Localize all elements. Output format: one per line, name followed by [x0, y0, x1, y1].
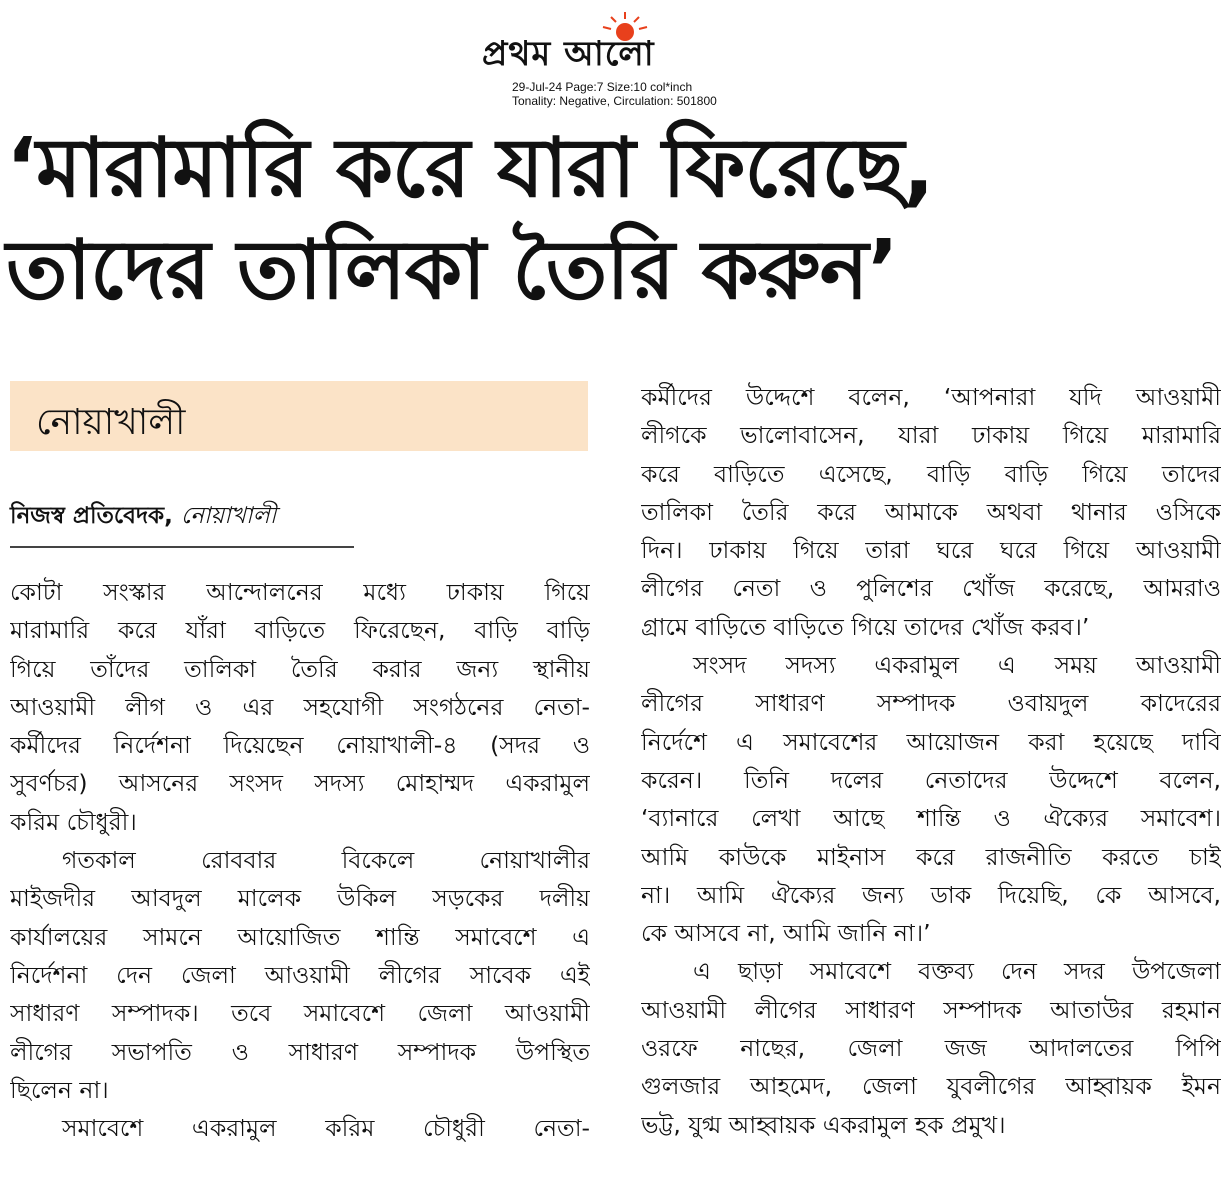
text-line: মাইজদীর আবদুল মালেক উকিল সড়কের দলীয়	[10, 884, 590, 913]
text-line: এ ছাড়া সমাবেশে বক্তব্য দেন সদর উপজেলা	[693, 957, 1221, 986]
headline-line-2: তাদের তালিকা তৈরি করুন’	[6, 223, 898, 318]
text-line: ওরফে নাছের, জেলা জজ আদালতের পিপি	[641, 1034, 1221, 1063]
text-line: লীগের সভাপতি ও সাধারণ সম্পাদক উপস্থিত	[10, 1037, 590, 1066]
dateline-label: নোয়াখালী	[36, 402, 186, 443]
text-line: সাধারণ সম্পাদক। তবে সমাবেশে জেলা আওয়ামী	[10, 999, 590, 1028]
masthead	[0, 4, 1226, 108]
headline	[6, 118, 1221, 322]
text-line: লীগকে ভালোবাসেন, যারা ঢাকায় গিয়ে মারামারি	[641, 421, 1221, 450]
text-line: ছিলেন না।	[10, 1075, 109, 1104]
text-line: কর্মীদের উদ্দেশে বলেন, ‘আপনারা যদি আওয়ামী	[641, 383, 1221, 411]
text-line: আমি কাউকে মাইনাস করে রাজনীতি করতে চাই	[641, 842, 1221, 871]
clipping-meta	[512, 80, 717, 108]
meta-line-2: Tonality: Negative, Circulation: 501800	[512, 94, 717, 108]
text-line: গ্রামে বাড়িতে বাড়িতে গিয়ে তাদের খোঁজ করব।’	[641, 612, 1090, 641]
text-line: কার্যালয়ের সামনে আয়োজিত শান্তি সমাবেশে এ	[10, 922, 590, 951]
text-line: আওয়ামী লীগের সাধারণ সম্পাদক আতাউর রহমান	[641, 995, 1221, 1024]
text-line: কোটা সংস্কার আন্দোলনের মধ্যে ঢাকায় গিয়ে	[10, 578, 590, 606]
text-line: লীগের নেতা ও পুলিশের খোঁজ করেছে, আমরাও	[641, 574, 1221, 603]
text-line: আওয়ামী লীগ ও এর সহযোগী সংগঠনের নেতা-	[10, 692, 590, 721]
text-line: গিয়ে তাঁদের তালিকা তৈরি করার জন্য স্থানীয়	[10, 654, 590, 683]
text-line: না। আমি ঐক্যের জন্য ডাক দিয়েছি, কে আসবে,	[641, 880, 1221, 909]
logo-text: প্রথম আলো	[482, 34, 655, 74]
dateline-box	[10, 381, 588, 451]
text-line: সমাবেশে একরামুল করিম চৌধুরী নেতা-	[62, 1114, 590, 1143]
byline-place: নোয়াখালী	[180, 503, 277, 529]
text-line: গতকাল রোববার বিকেলে নোয়াখালীর	[62, 846, 590, 875]
byline-divider	[10, 546, 354, 548]
text-line: সংসদ সদস্য একরামুল এ সময় আওয়ামী	[693, 651, 1221, 680]
meta-line-1: 29-Jul-24 Page:7 Size:10 col*inch	[512, 80, 693, 94]
text-line: তালিকা তৈরি করে আমাকে অথবা থানার ওসিকে	[641, 497, 1221, 526]
text-line: ‘ব্যানারে লেখা আছে শান্তি ও ঐক্যের সমাবেশ।	[641, 804, 1221, 833]
text-line: গুলজার আহমেদ, জেলা যুবলীগের আহ্বায়ক ইমন	[641, 1072, 1221, 1101]
text-line: লীগের সাধারণ সম্পাদক ওবায়দুল কাদেরের	[641, 689, 1221, 718]
text-line: ভট্ট, যুগ্ম আহ্বায়ক একরামুল হক প্রমুখ।	[641, 1110, 1006, 1139]
text-line: মারামারি করে যাঁরা বাড়িতে ফিরেছেন, বাড়ি বাড়ি	[10, 616, 590, 645]
text-line: নির্দেশনা দেন জেলা আওয়ামী লীগের সাবেক এই	[10, 960, 590, 989]
newspaper-logo	[478, 10, 750, 72]
article-column-right	[641, 378, 1221, 1144]
byline	[10, 497, 276, 536]
headline-line-1: ‘মারামারি করে যারা ফিরেছে,	[6, 121, 934, 216]
text-line: করে বাড়িতে এসেছে, বাড়ি বাড়ি গিয়ে তাদের	[641, 459, 1221, 488]
text-line: সুবর্ণচর) আসনের সংসদ সদস্য মোহাম্মদ একরামুল	[10, 769, 590, 798]
text-line: করিম চৌধুরী।	[10, 807, 137, 836]
text-line: কে আসবে না, আমি জানি না।’	[641, 919, 931, 948]
text-line: করেন। তিনি দলের নেতাদের উদ্দেশে বলেন,	[641, 765, 1221, 794]
article-column-left	[10, 573, 590, 1147]
text-line: কর্মীদের নির্দেশনা দিয়েছেন নোয়াখালী-৪ (সদর ও	[10, 731, 590, 760]
text-line: নির্দেশে এ সমাবেশের আয়োজন করা হয়েছে দাবি	[641, 727, 1221, 756]
text-line: দিন। ঢাকায় গিয়ে তারা ঘরে ঘরে গিয়ে আওয়ামী	[641, 536, 1221, 565]
byline-reporter: নিজস্ব প্রতিবেদক,	[10, 503, 181, 529]
